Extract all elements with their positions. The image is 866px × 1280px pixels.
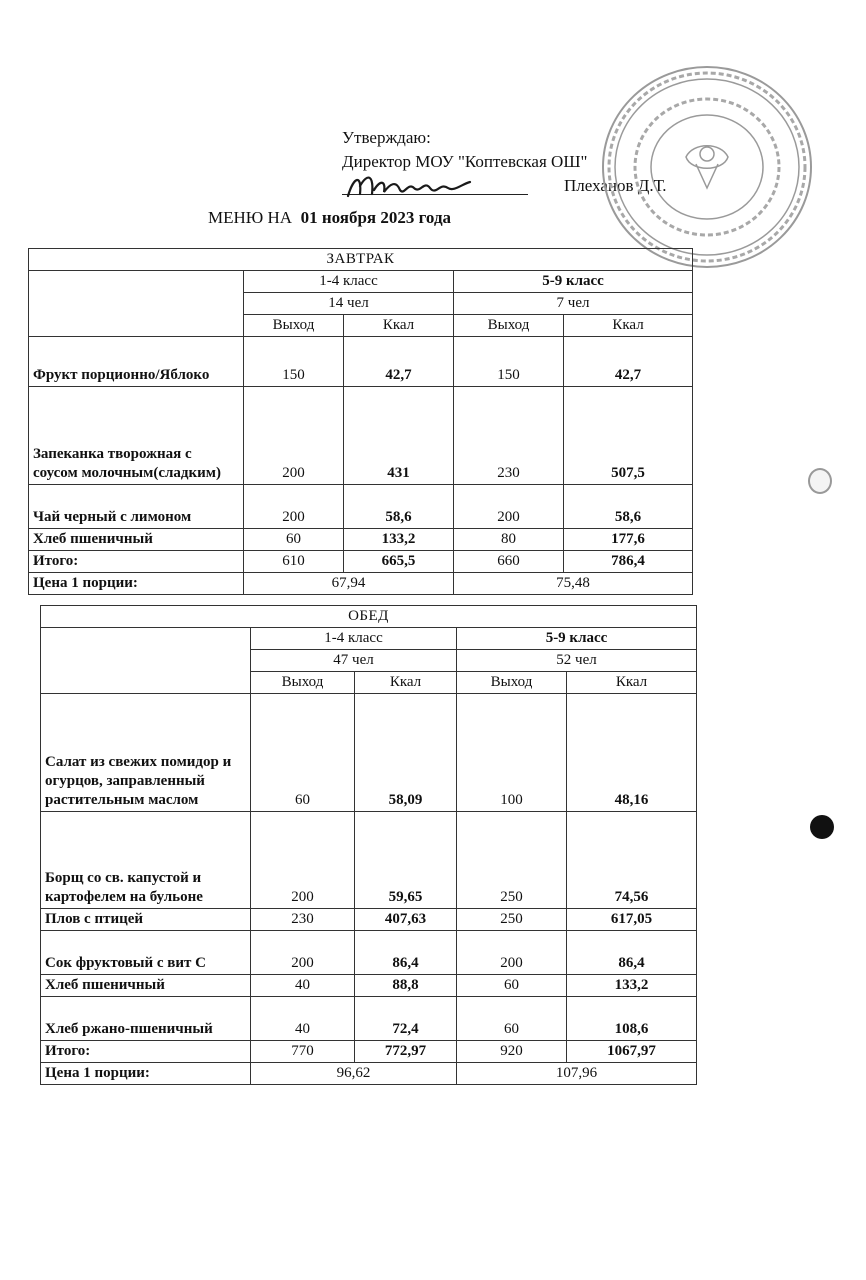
- punch-hole: [810, 815, 834, 839]
- dish-name: Плов с птицей: [41, 909, 251, 931]
- dish-name: Борщ со св. капустой и картофелем на бульоне: [41, 812, 251, 909]
- dish-name: Запеканка творожная с соусом молочным(сладким): [29, 387, 244, 485]
- kcal-value: 72,4: [355, 997, 457, 1041]
- price-value: 75,48: [454, 573, 693, 595]
- total-output: 610: [244, 551, 344, 573]
- total-output: 770: [251, 1041, 355, 1063]
- kcal-value: 58,6: [564, 485, 693, 529]
- lunch-table: [40, 605, 697, 1085]
- output-value: 40: [251, 975, 355, 997]
- menu-date: 01 ноября 2023 года: [300, 208, 452, 227]
- group-header: 1-4 класс: [251, 628, 457, 650]
- kcal-value: 48,16: [567, 694, 697, 812]
- total-label: Итого:: [29, 551, 244, 573]
- table-row: [29, 387, 693, 485]
- output-value: 200: [251, 931, 355, 975]
- dish-name: Хлеб пшеничный: [41, 975, 251, 997]
- kcal-value: 86,4: [567, 931, 697, 975]
- kcal-value: 86,4: [355, 931, 457, 975]
- header-blank-cell: [29, 271, 244, 337]
- dish-name: Чай черный с лимоном: [29, 485, 244, 529]
- output-value: 40: [251, 997, 355, 1041]
- price-value: 67,94: [244, 573, 454, 595]
- total-output: 660: [454, 551, 564, 573]
- kcal-value: 88,8: [355, 975, 457, 997]
- kcal-value: 42,7: [564, 337, 693, 387]
- output-value: 150: [244, 337, 344, 387]
- column-header: Ккал: [344, 315, 454, 337]
- menu-title: [208, 208, 451, 228]
- kcal-value: 133,2: [344, 529, 454, 551]
- kcal-value: 407,63: [355, 909, 457, 931]
- output-value: 230: [454, 387, 564, 485]
- group-header: 5-9 класс: [454, 271, 693, 293]
- output-value: 250: [457, 909, 567, 931]
- count-header: 52 чел: [457, 650, 697, 672]
- output-value: 80: [454, 529, 564, 551]
- lunch-section-title: ОБЕД: [41, 606, 697, 628]
- kcal-value: 58,6: [344, 485, 454, 529]
- output-value: 200: [244, 485, 344, 529]
- table-row: [29, 337, 693, 387]
- kcal-value: 177,6: [564, 529, 693, 551]
- count-header: 14 чел: [244, 293, 454, 315]
- table-row: [41, 628, 697, 650]
- column-header: Выход: [244, 315, 344, 337]
- menu-title-prefix: МЕНЮ НА: [208, 208, 293, 227]
- total-kcal: 1067,97: [567, 1041, 697, 1063]
- kcal-value: 431: [344, 387, 454, 485]
- output-value: 60: [244, 529, 344, 551]
- output-value: 60: [457, 975, 567, 997]
- total-label: Итого:: [41, 1041, 251, 1063]
- output-value: 60: [457, 997, 567, 1041]
- breakfast-section-title: ЗАВТРАК: [29, 249, 693, 271]
- column-header: Выход: [251, 672, 355, 694]
- header-blank-cell: [41, 628, 251, 694]
- price-label: Цена 1 порции:: [29, 573, 244, 595]
- table-row: [41, 812, 697, 909]
- table-row: [41, 931, 697, 975]
- output-value: 200: [244, 387, 344, 485]
- output-value: 230: [251, 909, 355, 931]
- count-header: 47 чел: [251, 650, 457, 672]
- count-header: 7 чел: [454, 293, 693, 315]
- output-value: 150: [454, 337, 564, 387]
- dish-name: Хлеб пшеничный: [29, 529, 244, 551]
- kcal-value: 108,6: [567, 997, 697, 1041]
- kcal-value: 42,7: [344, 337, 454, 387]
- price-value: 107,96: [457, 1063, 697, 1085]
- dish-name: Салат из свежих помидор и огурцов, заправленный растительным маслом: [41, 694, 251, 812]
- column-header: Ккал: [564, 315, 693, 337]
- kcal-value: 617,05: [567, 909, 697, 931]
- total-kcal: 786,4: [564, 551, 693, 573]
- total-output: 920: [457, 1041, 567, 1063]
- column-header: Ккал: [567, 672, 697, 694]
- column-header: Ккал: [355, 672, 457, 694]
- table-row: [29, 529, 693, 551]
- table-row: [29, 485, 693, 529]
- dish-name: Сок фруктовый с вит С: [41, 931, 251, 975]
- price-value: 96,62: [251, 1063, 457, 1085]
- output-value: 60: [251, 694, 355, 812]
- column-header: Выход: [457, 672, 567, 694]
- handwritten-signature: [344, 166, 484, 206]
- table-row: [41, 1063, 697, 1085]
- column-header: Выход: [454, 315, 564, 337]
- kcal-value: 58,09: [355, 694, 457, 812]
- approver-position: Директор МОУ "Коптевская ОШ": [342, 152, 588, 171]
- table-row: [29, 249, 693, 271]
- dish-name: Фрукт порционно/Яблоко: [29, 337, 244, 387]
- table-row: [41, 606, 697, 628]
- kcal-value: 507,5: [564, 387, 693, 485]
- school-seal: [598, 62, 816, 272]
- approver-name: Плеханов Д.Т.: [564, 176, 667, 195]
- output-value: 100: [457, 694, 567, 812]
- group-header: 5-9 класс: [457, 628, 697, 650]
- punch-hole: [808, 468, 832, 494]
- table-row: [41, 997, 697, 1041]
- total-kcal: 772,97: [355, 1041, 457, 1063]
- output-value: 200: [251, 812, 355, 909]
- table-row: [41, 694, 697, 812]
- dish-name: Хлеб ржано-пшеничный: [41, 997, 251, 1041]
- table-row: [41, 909, 697, 931]
- table-row: [41, 975, 697, 997]
- price-label: Цена 1 порции:: [41, 1063, 251, 1085]
- output-value: 200: [457, 931, 567, 975]
- approval-heading: Утверждаю:: [342, 128, 431, 147]
- breakfast-table: [28, 248, 693, 595]
- table-row: [41, 1041, 697, 1063]
- group-header: 1-4 класс: [244, 271, 454, 293]
- table-row: [29, 551, 693, 573]
- output-value: 200: [454, 485, 564, 529]
- kcal-value: 133,2: [567, 975, 697, 997]
- total-kcal: 665,5: [344, 551, 454, 573]
- kcal-value: 74,56: [567, 812, 697, 909]
- table-row: [29, 271, 693, 293]
- table-row: [29, 573, 693, 595]
- output-value: 250: [457, 812, 567, 909]
- kcal-value: 59,65: [355, 812, 457, 909]
